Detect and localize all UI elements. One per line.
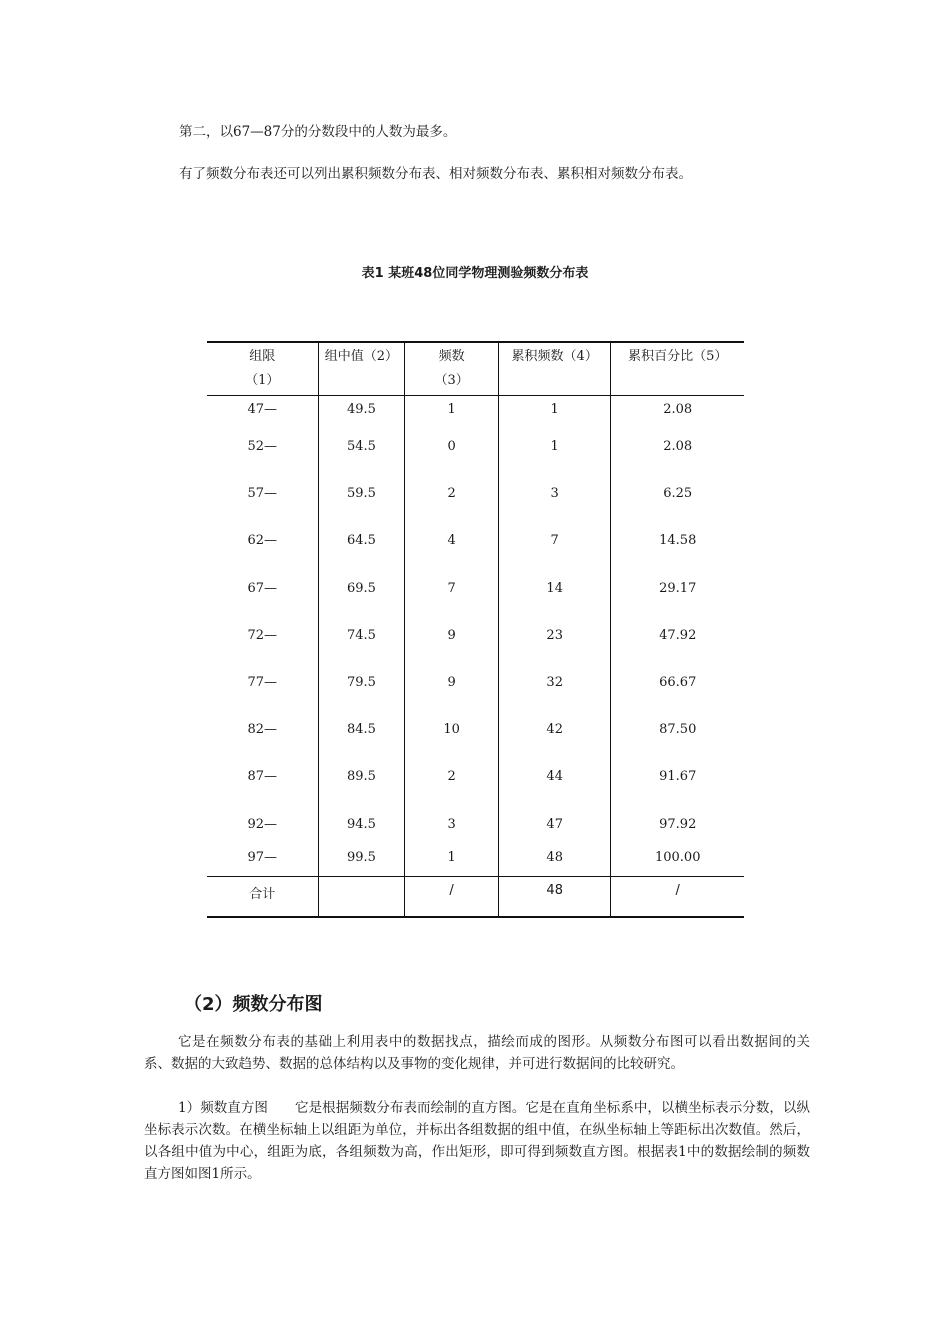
header-group-limit bbox=[207, 342, 318, 396]
cell-group-limit: 52— bbox=[247, 439, 278, 455]
cell-cumulative-frequency: 42 bbox=[498, 706, 611, 753]
cell-cumulative-frequency: 48 bbox=[498, 848, 611, 877]
header-frequency bbox=[405, 342, 499, 396]
header-text: 累积百分比（5） bbox=[628, 349, 728, 364]
cell-frequency: 10 bbox=[405, 706, 499, 753]
cell-midpoint: 64.5 bbox=[318, 517, 405, 564]
cell-frequency: 0 bbox=[405, 423, 499, 470]
cell-cumulative-percent: 14.58 bbox=[611, 517, 744, 564]
cell-frequency: 1 bbox=[405, 848, 499, 877]
cell-cumulative-frequency: 44 bbox=[498, 753, 611, 800]
cell-midpoint: 54.5 bbox=[318, 423, 405, 470]
total-cumulative-percent: / bbox=[611, 876, 744, 917]
cell-cumulative-percent: 6.25 bbox=[611, 470, 744, 517]
cell-cumulative-frequency: 1 bbox=[498, 396, 611, 424]
cell-group-limit: 62— bbox=[247, 533, 278, 549]
total-frequency: / bbox=[405, 876, 499, 917]
table-row bbox=[207, 706, 744, 753]
cell-frequency: 1 bbox=[405, 396, 499, 424]
header-cumulative-frequency bbox=[498, 342, 611, 396]
header-cumulative-percent bbox=[611, 342, 744, 396]
intro-line-2: 有了频数分布表还可以列出累积频数分布表、相对频数分布表、累积相对频数分布表。 bbox=[179, 166, 692, 182]
header-subtext: （1） bbox=[245, 373, 280, 388]
cell-group-limit: 92— bbox=[247, 816, 278, 832]
cell-midpoint: 74.5 bbox=[318, 612, 405, 659]
table-row bbox=[207, 470, 744, 517]
total-cumulative-frequency: 48 bbox=[498, 876, 611, 917]
cell-cumulative-frequency: 3 bbox=[498, 470, 611, 517]
header-text: 累积频数（4） bbox=[511, 349, 598, 364]
table-total-row bbox=[207, 876, 744, 917]
cell-cumulative-frequency: 14 bbox=[498, 565, 611, 612]
cell-midpoint: 59.5 bbox=[318, 470, 405, 517]
cell-cumulative-frequency: 7 bbox=[498, 517, 611, 564]
cell-group-limit: 47— bbox=[247, 402, 278, 417]
cell-cumulative-percent: 66.67 bbox=[611, 659, 744, 706]
section-paragraph-1: 它是在频数分布表的基础上利用表中的数据找点，描绘而成的图形。从频数分布图可以看出数据间的关系、数据的大致趋势、数据的总体结构以及事物的变化规律，并可进行数据间的比较研究。 bbox=[144, 1034, 810, 1072]
cell-frequency: 2 bbox=[405, 753, 499, 800]
cell-frequency: 3 bbox=[405, 801, 499, 848]
cell-midpoint: 94.5 bbox=[318, 801, 405, 848]
table-caption: 表1 某班48位同学物理测验频数分布表 bbox=[361, 266, 589, 281]
cell-frequency: 7 bbox=[405, 565, 499, 612]
table-row bbox=[207, 612, 744, 659]
cell-midpoint: 89.5 bbox=[318, 753, 405, 800]
cell-frequency: 2 bbox=[405, 470, 499, 517]
section-paragraph-2: 1）频数直方图 它是根据频数分布表而绘制的直方图。它是在直角坐标系中，以横坐标表示分数，以纵坐标表示次数。在横坐标轴上以组距为单位，并标出各组数据的组中值，在纵坐标轴上等距标出次数值。然后，以各组中值为中心，组距为底，各组频数为高，作出矩形，即可得到频数直方图。根据表1中的数据绘制的频数直方图如图1所示。 bbox=[144, 1100, 810, 1182]
table-row bbox=[207, 517, 744, 564]
table-header-row bbox=[207, 342, 744, 396]
cell-cumulative-percent: 100.00 bbox=[611, 848, 744, 877]
cell-midpoint: 69.5 bbox=[318, 565, 405, 612]
cell-group-limit: 67— bbox=[247, 580, 278, 596]
cell-frequency: 9 bbox=[405, 659, 499, 706]
cell-cumulative-percent: 97.92 bbox=[611, 801, 744, 848]
cell-cumulative-percent: 47.92 bbox=[611, 612, 744, 659]
cell-group-limit: 82— bbox=[247, 722, 278, 738]
cell-cumulative-percent: 2.08 bbox=[611, 423, 744, 470]
cell-cumulative-frequency: 23 bbox=[498, 612, 611, 659]
cell-cumulative-percent: 29.17 bbox=[611, 565, 744, 612]
cell-cumulative-percent: 87.50 bbox=[611, 706, 744, 753]
header-text: 组限 bbox=[249, 349, 276, 364]
cell-cumulative-frequency: 32 bbox=[498, 659, 611, 706]
intro-line-1: 第二，以67—87分的分数段中的人数为最多。 bbox=[179, 124, 457, 140]
cell-midpoint: 79.5 bbox=[318, 659, 405, 706]
cell-midpoint: 49.5 bbox=[318, 396, 405, 424]
cell-cumulative-frequency: 47 bbox=[498, 801, 611, 848]
cell-group-limit: 97— bbox=[247, 849, 278, 865]
header-subtext: （3） bbox=[434, 373, 469, 388]
table-row bbox=[207, 423, 744, 470]
total-label: 合计 bbox=[249, 886, 276, 902]
frequency-table bbox=[207, 341, 744, 918]
cell-cumulative-frequency: 1 bbox=[498, 423, 611, 470]
cell-cumulative-percent: 91.67 bbox=[611, 753, 744, 800]
section-heading: （2）频数分布图 bbox=[184, 994, 323, 1015]
total-midpoint bbox=[318, 876, 405, 917]
cell-group-limit: 57— bbox=[247, 486, 278, 502]
cell-group-limit: 77— bbox=[247, 675, 278, 691]
header-text: 频数 bbox=[438, 349, 465, 364]
cell-midpoint: 84.5 bbox=[318, 706, 405, 753]
table-row bbox=[207, 848, 744, 877]
cell-group-limit: 87— bbox=[247, 769, 278, 785]
table-row bbox=[207, 801, 744, 848]
table-body bbox=[207, 396, 744, 877]
cell-frequency: 9 bbox=[405, 612, 499, 659]
header-text: 组中值（2） bbox=[324, 349, 399, 364]
table-row bbox=[207, 565, 744, 612]
table-row bbox=[207, 753, 744, 800]
cell-midpoint: 99.5 bbox=[318, 848, 405, 877]
header-midpoint bbox=[318, 342, 405, 396]
cell-group-limit: 72— bbox=[247, 627, 278, 643]
table-row bbox=[207, 659, 744, 706]
cell-cumulative-percent: 2.08 bbox=[611, 396, 744, 424]
cell-frequency: 4 bbox=[405, 517, 499, 564]
table-row bbox=[207, 396, 744, 424]
